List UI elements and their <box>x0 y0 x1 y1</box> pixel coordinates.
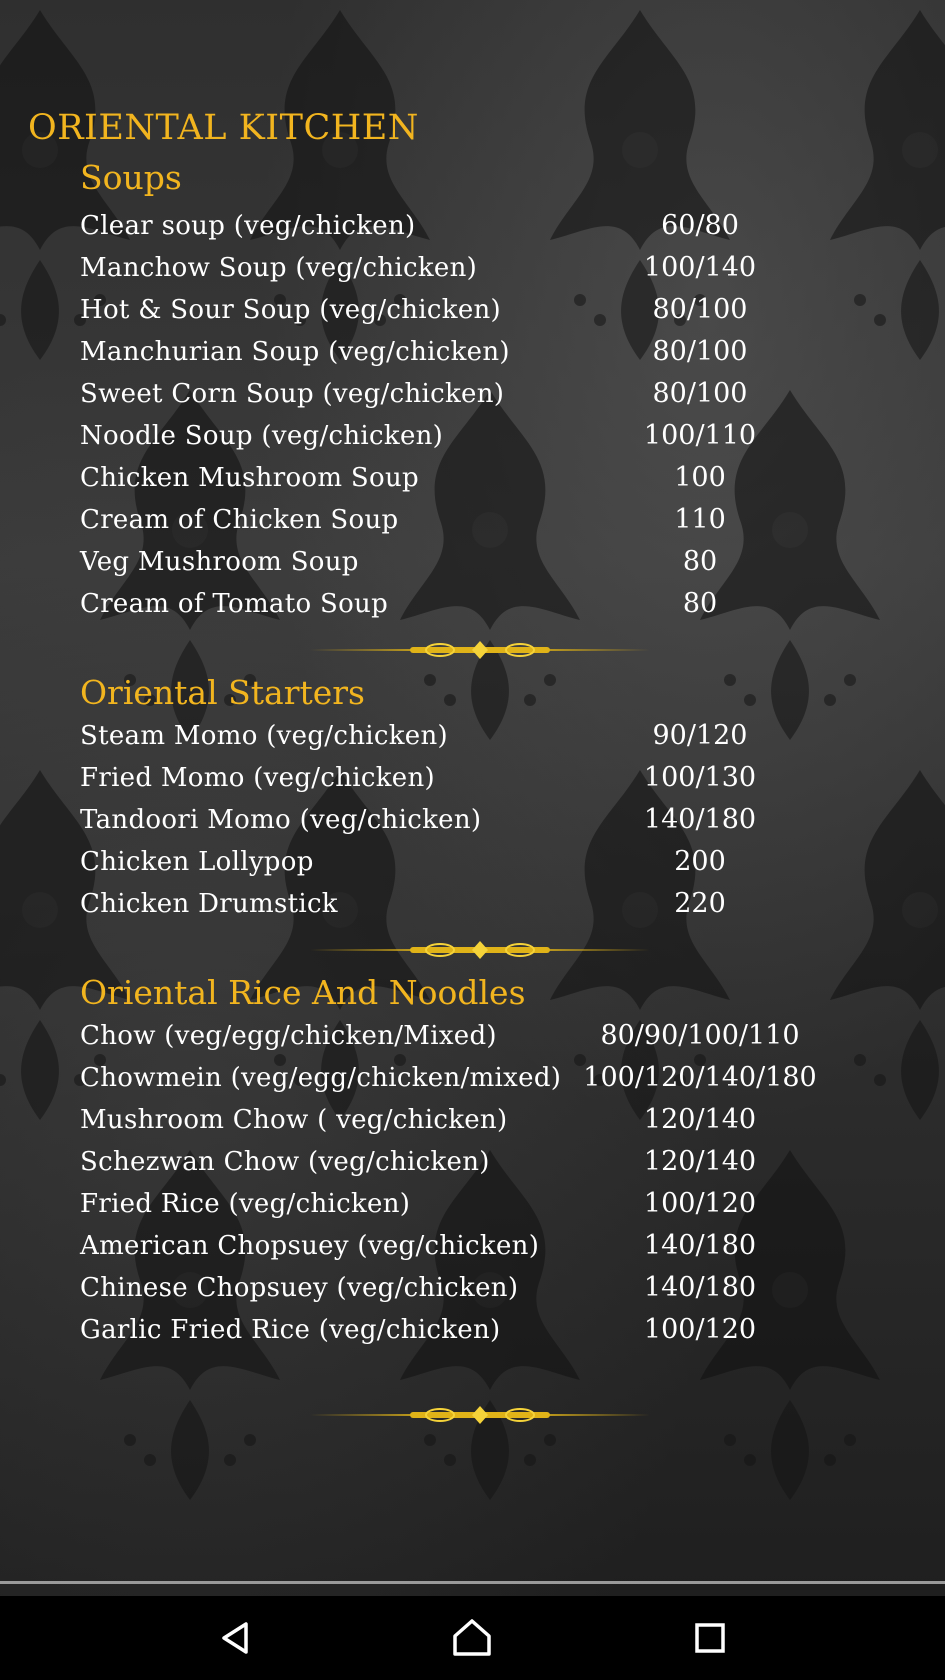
section-title-soups: Soups <box>80 158 182 197</box>
menu-item-row <box>80 1057 935 1099</box>
ornamental-divider <box>310 1403 650 1427</box>
item-name: Cream of Tomato Soup <box>80 589 389 619</box>
ornamental-divider <box>310 938 650 962</box>
item-price: 80 <box>682 546 718 577</box>
menu-item-row <box>80 289 935 331</box>
item-price: 80/100 <box>652 336 748 367</box>
section-title-rice-noodles: Oriental Rice And Noodles <box>80 973 526 1012</box>
menu-item-row <box>80 541 935 583</box>
item-name: Steam Momo (veg/chicken) <box>80 721 448 751</box>
item-name: Manchow Soup (veg/chicken) <box>80 253 478 283</box>
item-name: Cream of Chicken Soup <box>80 505 399 535</box>
recents-square-icon <box>680 1608 740 1668</box>
menu-item-row <box>80 457 935 499</box>
back-triangle-icon <box>206 1608 266 1668</box>
item-price: 100/120 <box>643 1188 757 1219</box>
item-name: Manchurian Soup (veg/chicken) <box>80 337 510 367</box>
ornamental-divider <box>310 638 650 662</box>
item-price: 90/120 <box>652 720 748 751</box>
menu-item-row <box>80 799 935 841</box>
item-price: 120/140 <box>643 1104 757 1135</box>
menu-item-row <box>80 247 935 289</box>
menu-title: ORIENTAL KITCHEN <box>28 108 419 148</box>
item-name: Chicken Lollypop <box>80 847 314 877</box>
item-price: 80 <box>682 588 718 619</box>
bottom-rule <box>0 1581 945 1584</box>
section-title-starters: Oriental Starters <box>80 673 365 712</box>
item-price: 100/140 <box>643 252 757 283</box>
menu-item-row <box>80 841 935 883</box>
menu-item-row <box>80 1099 935 1141</box>
item-name: Chow (veg/egg/chicken/Mixed) <box>80 1021 497 1051</box>
item-price: 100/120/140/180 <box>583 1062 817 1093</box>
item-price: 140/180 <box>643 1230 757 1261</box>
item-price: 140/180 <box>643 1272 757 1303</box>
menu-item-row <box>80 373 935 415</box>
menu-item-row <box>80 583 935 625</box>
item-price: 80/100 <box>652 294 748 325</box>
item-price: 100/110 <box>643 420 757 451</box>
item-price: 100/130 <box>643 762 757 793</box>
item-price: 140/180 <box>643 804 757 835</box>
item-price: 200 <box>674 846 726 877</box>
menu-item-row <box>80 883 935 925</box>
menu-item-row <box>80 1225 935 1267</box>
item-name: Chinese Chopsuey (veg/chicken) <box>80 1273 519 1303</box>
menu-item-row <box>80 1267 935 1309</box>
item-name: Noodle Soup (veg/chicken) <box>80 421 444 451</box>
item-name: Schezwan Chow (veg/chicken) <box>80 1147 490 1177</box>
menu-item-row <box>80 499 935 541</box>
item-price: 220 <box>674 888 726 919</box>
item-name: Mushroom Chow ( veg/chicken) <box>80 1105 508 1135</box>
menu-item-row <box>80 1183 935 1225</box>
item-name: Clear soup (veg/chicken) <box>80 211 416 241</box>
home-icon <box>442 1608 502 1668</box>
item-name: Fried Rice (veg/chicken) <box>80 1189 411 1219</box>
menu-item-row <box>80 205 935 247</box>
item-price: 100/120 <box>643 1314 757 1345</box>
back-button[interactable] <box>206 1608 266 1668</box>
item-price: 110 <box>674 504 726 535</box>
menu-item-row <box>80 1309 935 1351</box>
item-price: 100 <box>674 462 726 493</box>
item-price: 60/80 <box>661 210 739 241</box>
item-price: 120/140 <box>643 1146 757 1177</box>
item-name: Hot & Sour Soup (veg/chicken) <box>80 295 502 325</box>
item-name: Fried Momo (veg/chicken) <box>80 763 435 793</box>
item-name: Chicken Mushroom Soup <box>80 463 419 493</box>
item-price: 80/90/100/110 <box>600 1020 800 1051</box>
item-price: 80/100 <box>652 378 748 409</box>
android-navigation-bar <box>0 1596 945 1680</box>
item-name: Tandoori Momo (veg/chicken) <box>80 805 482 835</box>
item-name: Sweet Corn Soup (veg/chicken) <box>80 379 505 409</box>
menu-item-row <box>80 1015 935 1057</box>
menu-item-row <box>80 1141 935 1183</box>
home-button[interactable] <box>442 1608 502 1668</box>
item-name: Chowmein (veg/egg/chicken/mixed) <box>80 1063 562 1093</box>
item-name: American Chopsuey (veg/chicken) <box>80 1231 540 1261</box>
menu-item-row <box>80 757 935 799</box>
recents-button[interactable] <box>680 1608 740 1668</box>
item-name: Garlic Fried Rice (veg/chicken) <box>80 1315 501 1345</box>
menu-item-row <box>80 415 935 457</box>
menu-item-row <box>80 715 935 757</box>
menu-item-row <box>80 331 935 373</box>
item-name: Veg Mushroom Soup <box>80 547 359 577</box>
item-name: Chicken Drumstick <box>80 889 338 919</box>
